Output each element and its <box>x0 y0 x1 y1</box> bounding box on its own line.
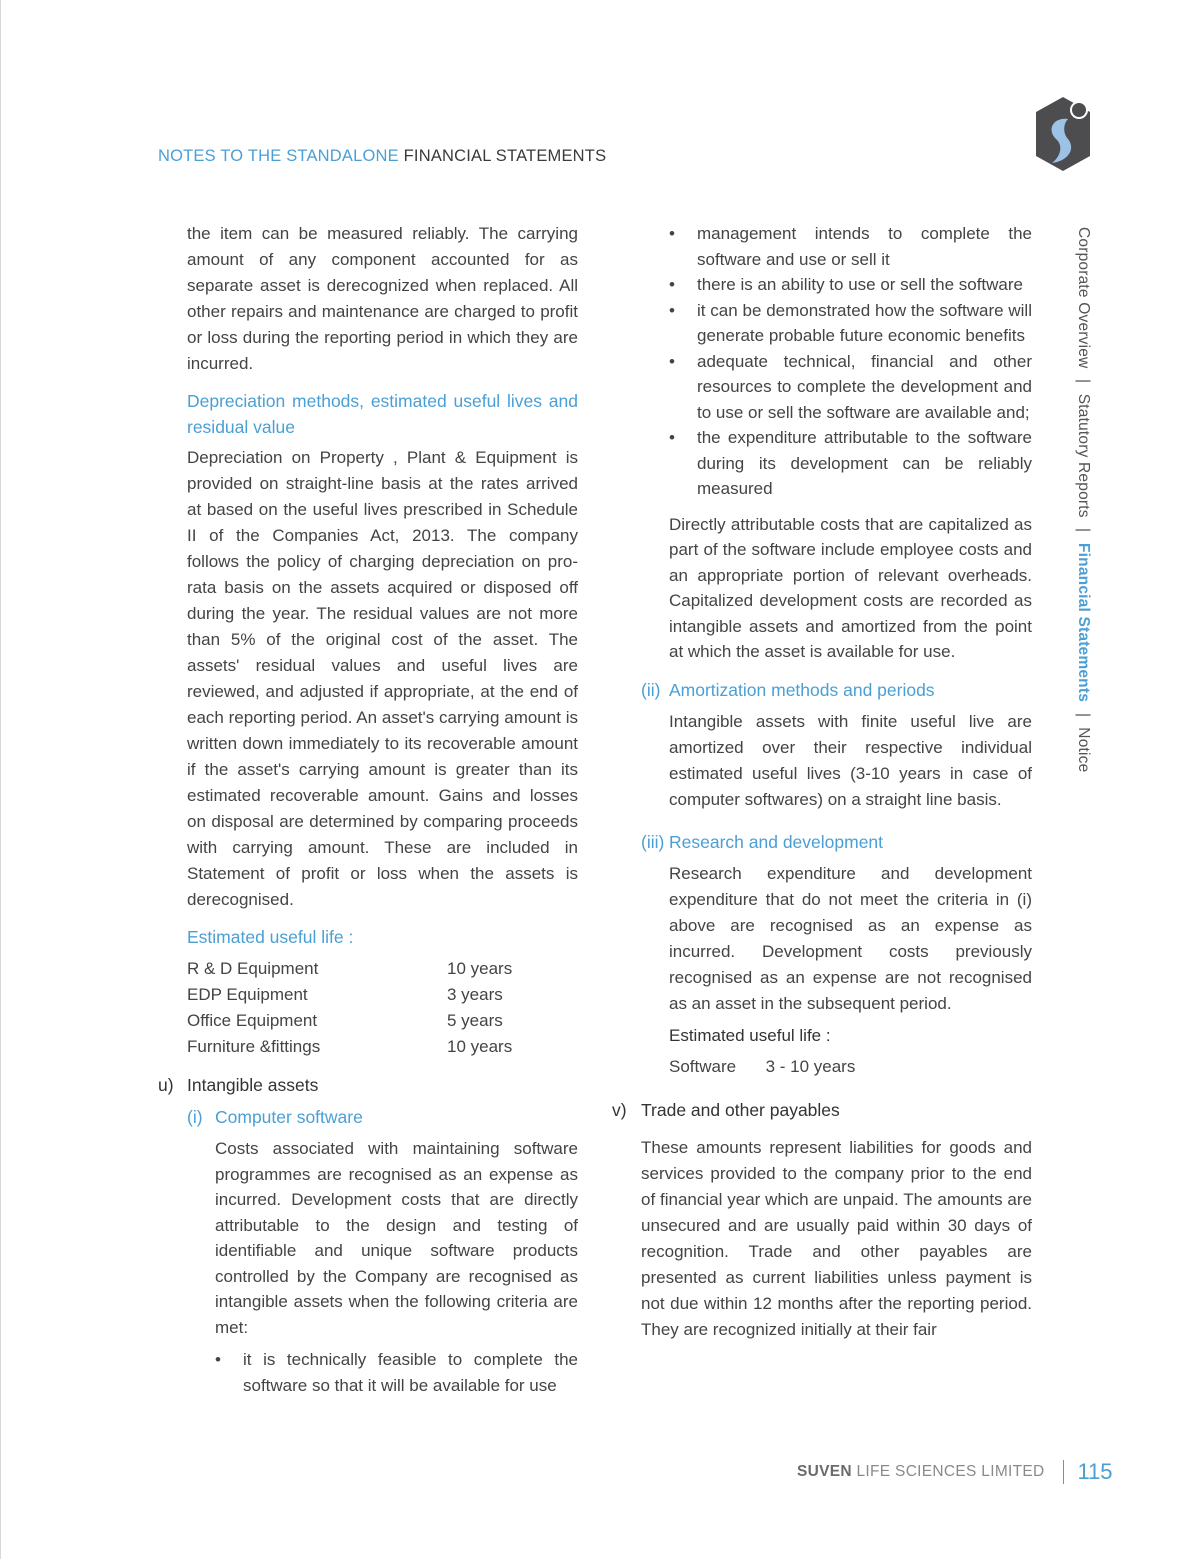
heading-useful-life-software: Estimated useful life : <box>669 1025 831 1045</box>
subsection-number: (ii) <box>641 679 661 700</box>
company-logo-icon <box>1034 95 1092 173</box>
subsection-heading <box>187 1104 578 1130</box>
list-item: • there is an ability to use or sell the software <box>669 272 1032 298</box>
heading-depreciation: Depreciation methods, estimated useful lives and residual value <box>187 391 578 437</box>
section-title: Trade and other payables <box>641 1099 840 1120</box>
subsection-title: Amortization methods and periods <box>669 679 935 700</box>
table-row <box>187 956 512 982</box>
software-life: 3 - 10 years <box>765 1056 856 1076</box>
section-number: v) <box>612 1099 627 1120</box>
footer-divider <box>1063 1460 1064 1484</box>
list-item: • adequate technical, financial and other resources to complete the development and to use or sell the software are available and; <box>669 349 1032 426</box>
table-row <box>187 982 512 1008</box>
section-title: Intangible assets <box>187 1075 319 1095</box>
software-label: Software <box>669 1056 737 1076</box>
table-row <box>187 1034 512 1060</box>
paragraph-intro: the item can be measured reliably. The carrying amount of any component accounted for as separate asset is derecognized when replaced. All other repairs and maintenance are charged to profit or loss during the reporting period in which they are incurred. <box>187 224 578 373</box>
section-u-heading <box>158 1072 578 1098</box>
footer-company-rest: LIFE SCIENCES LIMITED <box>851 1463 1045 1480</box>
paragraph-direct-costs: Directly attributable costs that are capitalized as part of the software include employee costs and an appropriate portion of relevant overheads. Capitalized development costs are recorded as intangible assets and amortized from the point at which the asset is available for use. <box>669 514 1032 661</box>
side-nav-item-corporate-overview[interactable]: Corporate Overview <box>1075 227 1092 369</box>
nav-separator: | <box>1075 712 1092 717</box>
side-nav-item-notice[interactable]: Notice <box>1075 727 1092 773</box>
asset-name: EDP Equipment <box>187 985 308 1004</box>
page-title <box>158 147 606 166</box>
side-nav-item-statutory-reports[interactable]: Statutory Reports <box>1075 393 1092 518</box>
asset-name: R & D Equipment <box>187 959 319 978</box>
asset-life: 5 years <box>447 1011 503 1030</box>
footer-company-bold: SUVEN <box>797 1463 852 1480</box>
subsection-computer-software <box>187 1104 578 1398</box>
paragraph-computer-software: Costs associated with maintaining software programmes are recognised as an expense as incurred. Development costs that are directly attributable to the design and testing of identifiable and unique software products controlled by the Company are recognised as intangible assets when the following criteria are met: <box>215 1139 578 1337</box>
heading-amortization <box>641 677 1032 703</box>
asset-name: Furniture &fittings <box>187 1037 321 1056</box>
subsection-title: Research and development <box>669 831 884 852</box>
section-number: u) <box>158 1075 174 1095</box>
page-footer <box>797 1459 1113 1485</box>
table-row <box>187 1008 512 1034</box>
criteria-list <box>215 1347 578 1398</box>
subsection-number: (i) <box>187 1107 203 1127</box>
page-title-accent: NOTES TO THE STANDALONE <box>158 147 399 165</box>
software-life-row <box>669 1054 1032 1080</box>
useful-life-table <box>187 956 512 1060</box>
footer-company-name <box>797 1463 1045 1480</box>
paragraph-research: Research expenditure and development expenditure that do not meet the criteria in (i) above are recognised as an expense as incurred. Development costs previously recognised as an expense are not recognised as an asset in the subsequent period. <box>669 863 1032 1013</box>
paragraph-payables: These amounts represent liabilities for goods and services provided to the company prior to the end of financial year which are unpaid. The amounts are unsecured and are usually paid within 30 days of recognition. Trade and other payables are presented as current liabilities unless payment is not due within 12 months after the reporting period. They are recognized initially at their fair <box>641 1137 1032 1339</box>
nav-separator: | <box>1075 528 1092 533</box>
subsection-number: (iii) <box>641 831 665 852</box>
paragraph-amortization: Intangible assets with finite useful live are amortized over their respective individual estimated useful lives (3-10 years in case of computer softwares) on a straight line basis. <box>669 711 1032 809</box>
criteria-list-continued <box>669 221 1032 502</box>
asset-life: 10 years <box>447 959 513 978</box>
list-item: • it can be demonstrated how the software will generate probable future economic benefits <box>669 298 1032 349</box>
paragraph-depreciation: Depreciation on Property , Plant & Equipment is provided on straight-line basis at the rates arrived at based on the useful lives prescribed in Schedule II of the Companies Act, 2013. The company follows the policy of charging depreciation on pro-rata basis on the assets acquired or disposed off during the year. The residual values are not more than 5% of the original cost of the asset. The assets' residual values and useful lives are reviewed, and adjusted if appropriate, at the end of each reporting period. An asset's carrying amount is written down immediately to its recoverable amount if the asset's carrying amount is greater than its estimated recoverable amount. Gains and losses on disposal are determined by comparing proceeds with carrying amount. These are included in Statement of profit or loss when the assets is derecognised. <box>187 448 578 909</box>
left-column <box>158 221 578 1398</box>
asset-life: 3 years <box>447 985 503 1004</box>
list-item: • it is technically feasible to complete the software so that it will be available for use <box>215 1347 578 1398</box>
page-number: 115 <box>1077 1459 1113 1484</box>
heading-research <box>641 829 1032 855</box>
list-item: • the expenditure attributable to the software during its development can be reliably measured <box>669 425 1032 502</box>
subsection-title: Computer software <box>215 1107 363 1127</box>
section-v-heading <box>612 1097 1032 1123</box>
side-navigation <box>1074 227 1092 772</box>
side-nav-item-financial-statements[interactable]: Financial Statements <box>1075 542 1092 703</box>
right-column <box>612 221 1032 1343</box>
nav-separator: | <box>1075 378 1092 384</box>
heading-useful-life: Estimated useful life : <box>187 927 354 947</box>
page-title-main: FINANCIAL STATEMENTS <box>403 147 607 165</box>
asset-name: Office Equipment <box>187 1011 318 1030</box>
page-border <box>0 0 1 1559</box>
asset-life: 10 years <box>447 1037 513 1056</box>
list-item: • management intends to complete the software and use or sell it <box>669 221 1032 272</box>
